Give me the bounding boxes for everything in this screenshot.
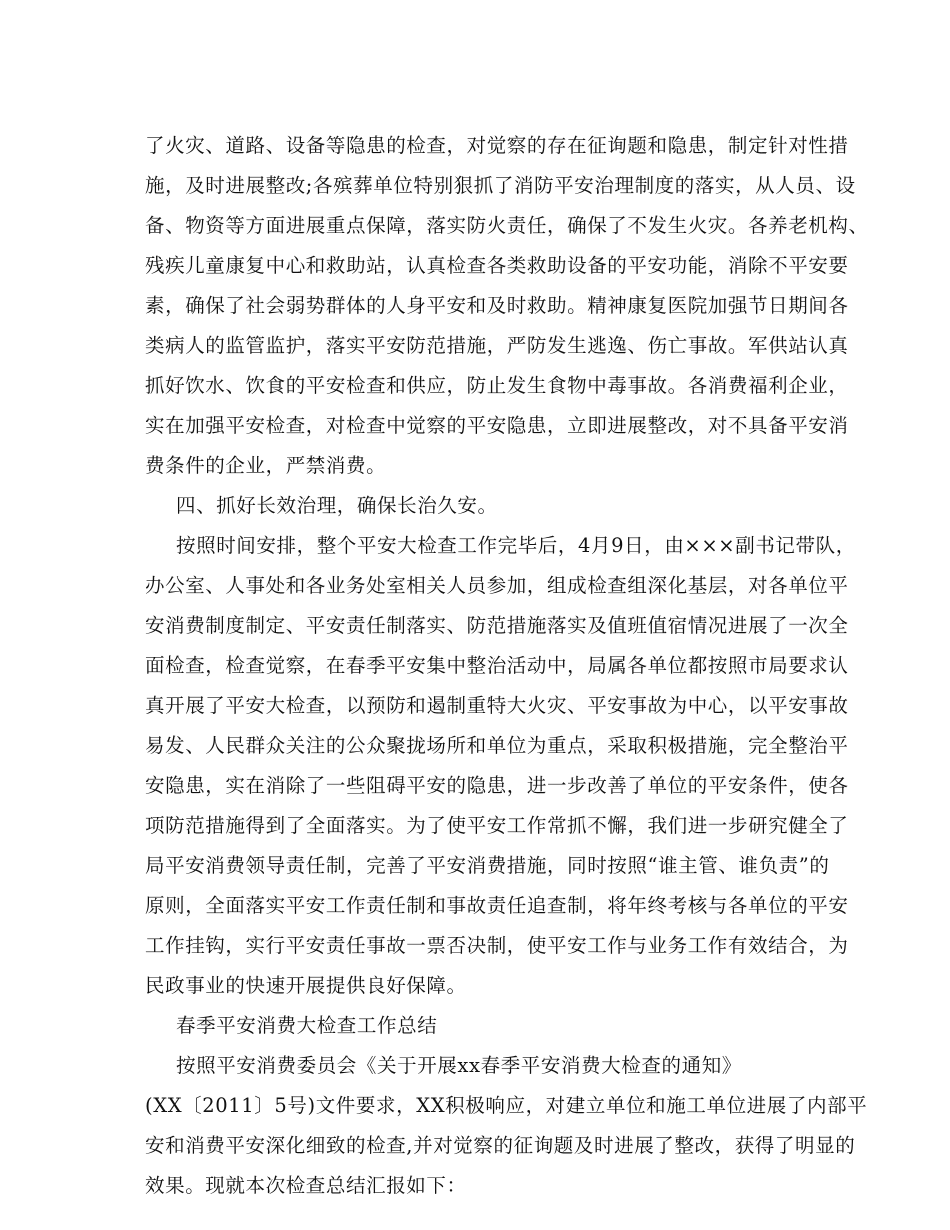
section-heading: 四、抓好长效治理，确保长治久安。 — [176, 494, 498, 517]
text-line: 工作挂钩，实行平安责任事故一票否决制，使平安工作与业务工作有效结合，为 — [145, 934, 849, 957]
document-title: 春季平安消费大检查工作总结 — [176, 1014, 438, 1037]
text-line: 了火灾、道路、设备等隐患的检查，对觉察的存在征询题和隐患，制定针对性措 — [145, 134, 849, 157]
text-line: 效果。现就本次检查总结汇报如下： — [145, 1174, 467, 1197]
text-line: 安隐患，实在消除了一些阻碍平安的隐患，进一步改善了单位的平安条件，使各 — [145, 774, 849, 797]
text-line: 局平安消费领导责任制，完善了平安消费措施，同时按照“谁主管、谁负责”的 — [145, 854, 830, 877]
text-line: 办公室、人事处和各业务处室相关人员参加，组成检查组深化基层，对各单位平 — [145, 574, 849, 597]
text-line: 项防范措施得到了全面落实。为了使平安工作常抓不懈，我们进一步研究健全了 — [145, 814, 849, 837]
text-line: 费条件的企业，严禁消费。 — [145, 454, 387, 477]
text-line: 易发、人民群众关注的公众聚拢场所和单位为重点，采取积极措施，完全整治平 — [145, 734, 849, 757]
text-line: 真开展了平安大检查，以预防和遏制重特大火灾、平安事故为中心，以平安事故 — [145, 694, 849, 717]
text-line: 原则，全面落实平安工作责任制和事故责任追查制，将年终考核与各单位的平安 — [145, 894, 849, 917]
text-line: 安和消费平安深化细致的检查,并对觉察的征询题及时进展了整改，获得了明显的 — [145, 1134, 856, 1157]
text-line: (XX〔2011〕5号)文件要求，XX积极响应，对建立单位和施工单位进展了内部平 — [145, 1094, 868, 1117]
text-line: 安消费制度制定、平安责任制落实、防范措施落实及值班值宿情况进展了一次全 — [145, 614, 849, 637]
text-line: 抓好饮水、饮食的平安检查和供应，防止发生食物中毒事故。各消费福利企业， — [145, 374, 849, 397]
text-line: 素，确保了社会弱势群体的人身平安和及时救助。精神康复医院加强节日期间各 — [145, 294, 849, 317]
text-line: 残疾儿童康复中心和救助站，认真检查各类救助设备的平安功能，消除不平安要 — [145, 254, 849, 277]
text-line: 面检查，检查觉察，在春季平安集中整治活动中，局属各单位都按照市局要求认 — [145, 654, 849, 677]
text-line: 施，及时进展整改;各殡葬单位特别狠抓了消防平安治理制度的落实，从人员、设 — [145, 174, 856, 197]
text-line: 实在加强平安检查，对检查中觉察的平安隐患，立即进展整改，对不具备平安消 — [145, 414, 849, 437]
text-line: 按照时间安排，整个平安大检查工作完毕后，4月9日，由×××副书记带队， — [176, 534, 856, 557]
text-line: 备、物资等方面进展重点保障，落实防火责任，确保了不发生火灾。各养老机构、 — [145, 214, 869, 237]
text-line: 民政事业的快速开展提供良好保障。 — [145, 974, 467, 997]
text-line: 类病人的监管监护，落实平安防范措施，严防发生逃逸、伤亡事故。军供站认真 — [145, 334, 849, 357]
text-line: 按照平安消费委员会《关于开展xx春季平安消费大检查的通知》 — [176, 1054, 742, 1077]
